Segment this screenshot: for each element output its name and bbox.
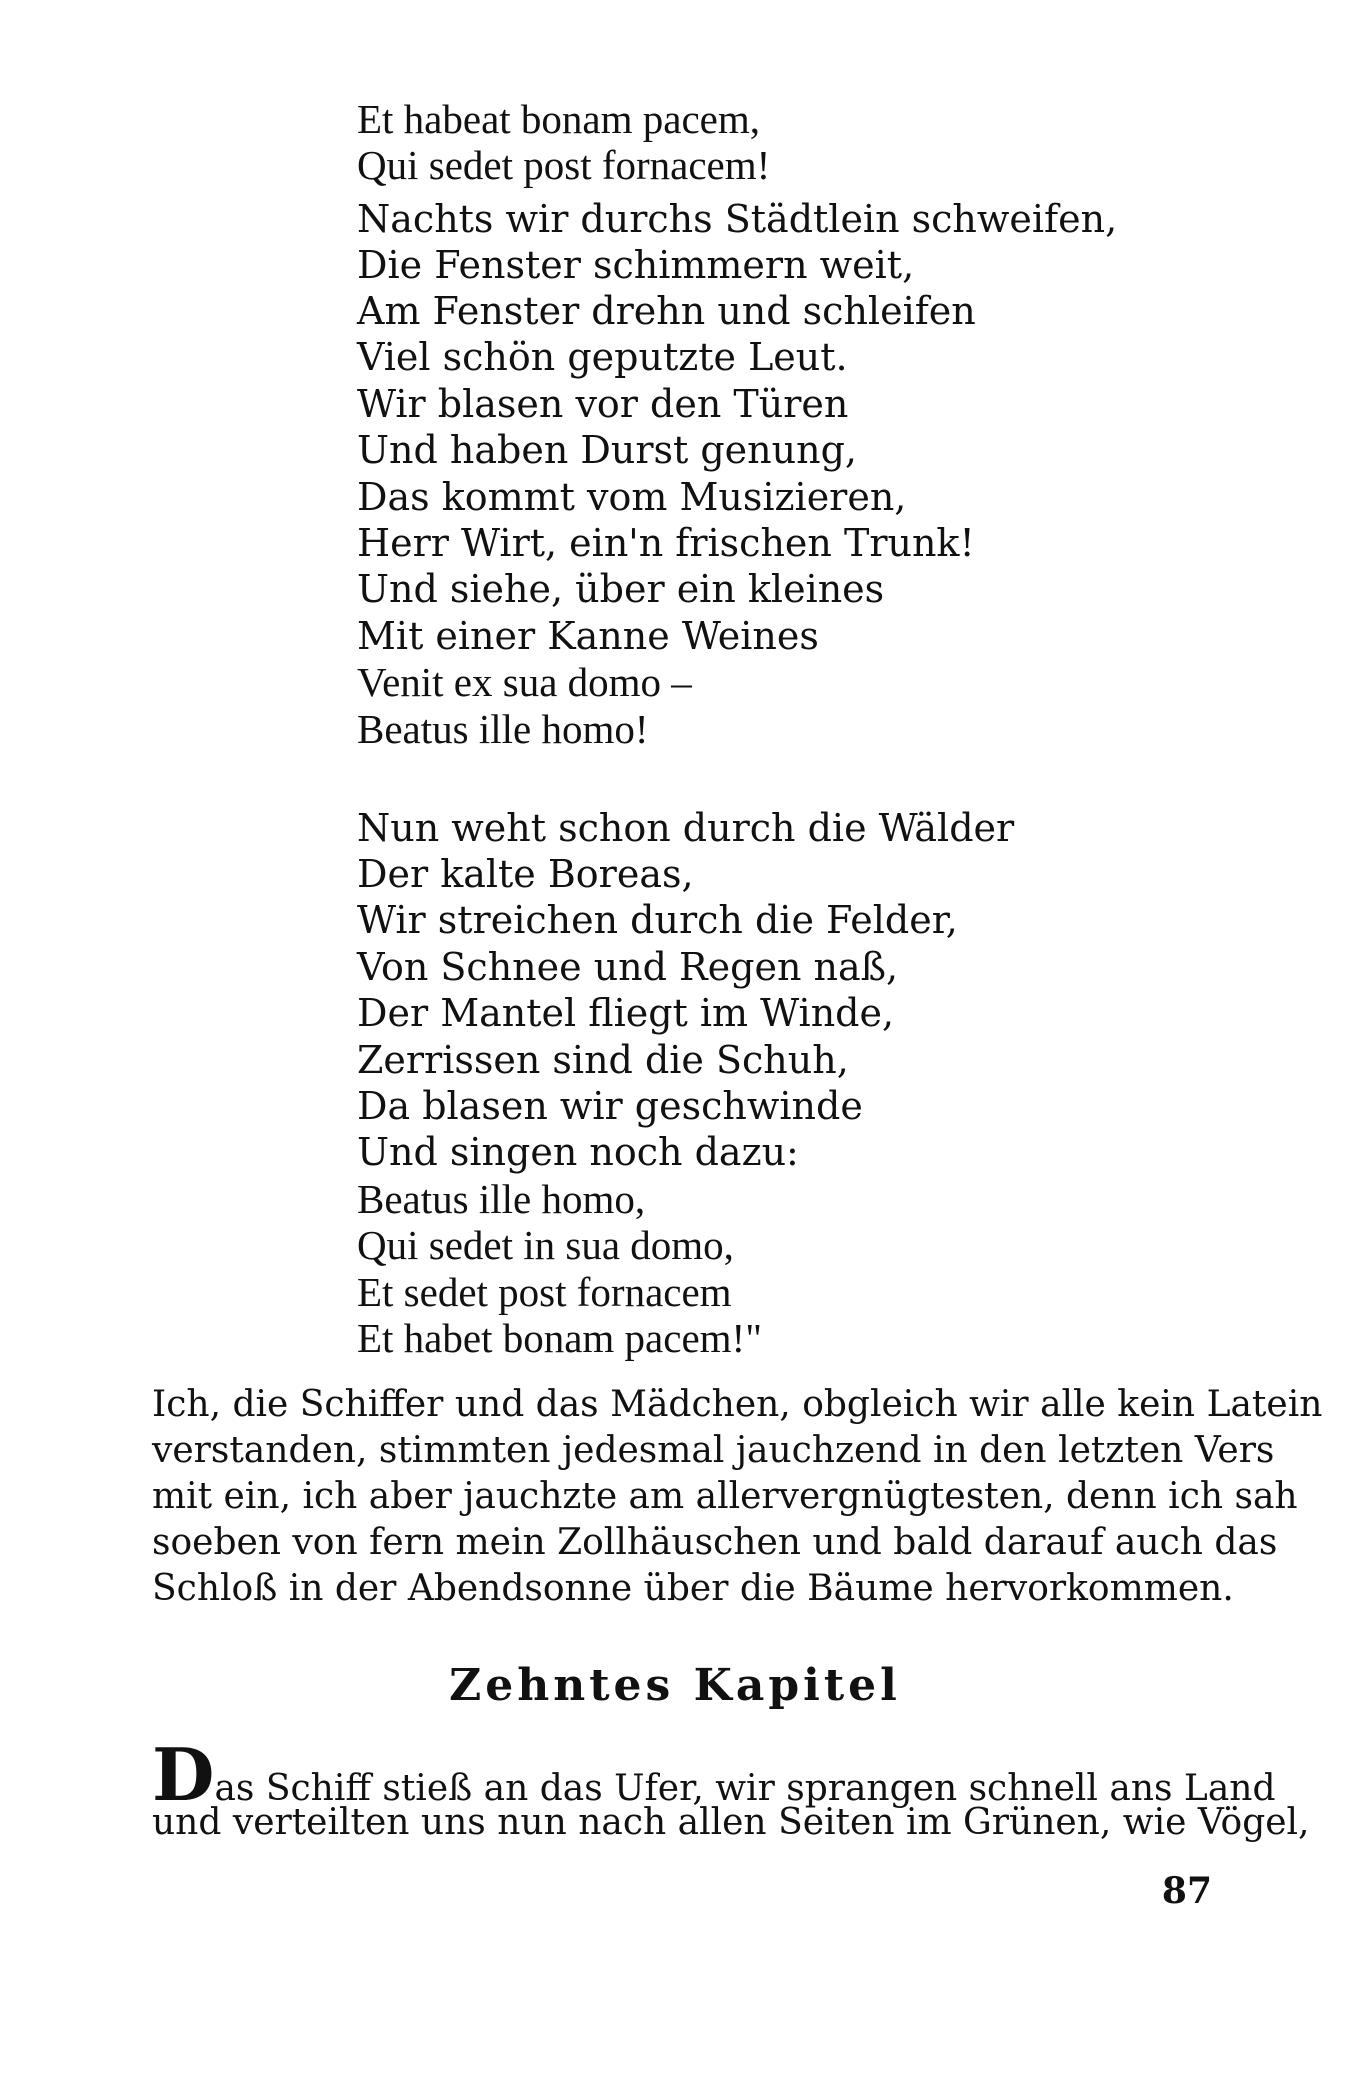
poem-line: Et habeat bonam pacem,	[357, 96, 760, 142]
poem-line: Nun weht schon durch die Wälder	[357, 806, 1015, 850]
poem-line: Venit ex sua domo –	[357, 659, 692, 705]
poem-line: Die Fenster schimmern weit,	[357, 243, 915, 287]
poem-line: Am Fenster drehn und schleifen	[357, 289, 976, 333]
poem-line: Nachts wir durchs Städtlein schweifen,	[357, 197, 1118, 241]
paragraph-line: verstanden, stimmten jedesmal jauchzend in den letzten Vers	[152, 1430, 1275, 1471]
poem-line: Et sedet post fornacem	[357, 1269, 732, 1315]
drop-cap: D	[152, 1732, 215, 1817]
paragraph-line: mit ein, ich aber jauchzte am allervergnügtesten, denn ich sah	[152, 1476, 1298, 1517]
poem-line: Der Mantel fliegt im Winde,	[357, 991, 895, 1035]
paragraph-line: und verteilten uns nun nach allen Seiten im Grünen, wie Vögel,	[152, 1802, 1310, 1843]
poem-line: Und haben Durst genung,	[357, 428, 857, 472]
poem-line: Von Schnee und Regen naß,	[357, 945, 899, 989]
poem-line: Wir blasen vor den Türen	[357, 382, 849, 426]
paragraph-line: Schloß in der Abendsonne über die Bäume hervorkommen.	[152, 1568, 1234, 1609]
paragraph-line: Ich, die Schiffer und das Mädchen, obgleich wir alle kein Latein	[152, 1384, 1323, 1425]
poem-line: Und siehe, über ein kleines	[357, 567, 885, 611]
poem-line: Zerrissen sind die Schuh,	[357, 1038, 849, 1082]
page-number: 87	[1161, 1870, 1212, 1912]
poem-line: Mit einer Kanne Weines	[357, 614, 819, 658]
poem-line: Wir streichen durch die Felder,	[357, 898, 958, 942]
poem-line: Beatus ille homo!	[357, 706, 649, 752]
paragraph-line: soeben von fern mein Zollhäuschen und bald darauf auch das	[152, 1522, 1278, 1563]
poem-line: Qui sedet in sua domo,	[357, 1222, 734, 1268]
poem-line: Der kalte Boreas,	[357, 852, 694, 896]
chapter-heading: Zehntes Kapitel	[449, 1660, 901, 1711]
poem-line: Et habet bonam pacem!"	[357, 1315, 762, 1361]
poem-line: Und singen noch dazu:	[357, 1130, 799, 1174]
poem-line: Herr Wirt, ein'n frischen Trunk!	[357, 521, 975, 565]
poem-line: Viel schön geputzte Leut.	[357, 335, 848, 379]
paragraph-line-text: as Schiff stieß an das Ufer, wir sprangen schnell ans Land	[214, 1768, 1276, 1809]
poem-line: Da blasen wir geschwinde	[357, 1084, 863, 1128]
poem-line: Das kommt vom Musizieren,	[357, 475, 907, 519]
poem-line: Beatus ille homo,	[357, 1176, 646, 1222]
poem-line: Qui sedet post fornacem!	[357, 142, 771, 188]
